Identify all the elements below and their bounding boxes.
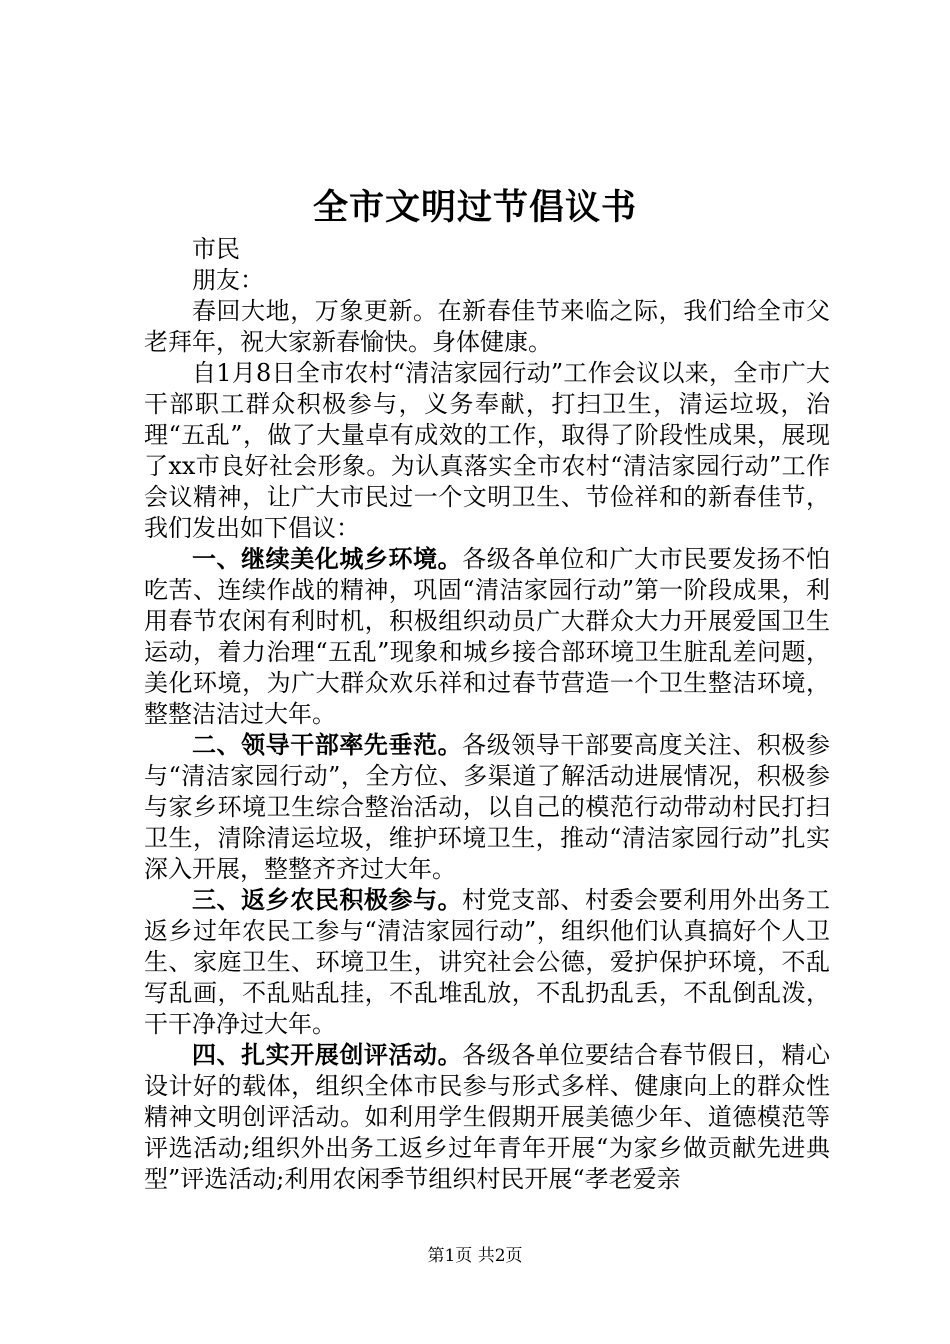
document-body <box>144 234 830 1195</box>
document-title: 全市文明过节倡议书 <box>312 187 637 228</box>
proposal-item-2 <box>144 730 830 885</box>
proposal-text-3: 村党支部、村委会要利用外出务工返乡过年农民工参与“清洁家园行动”，组织他们认真搞好个人卫生、家庭卫生、环境卫生，讲究社会公德，爱护保护环境，不乱写乱画，不乱贴乱挂，不乱堆乱放，不乱扔乱丢，不乱倒乱泼，干干净净过大年。 <box>144 886 831 1038</box>
proposal-item-4 <box>144 1040 830 1195</box>
proposal-heading-3: 三、返乡农民积极参与。 <box>192 886 463 914</box>
proposal-item-1 <box>144 544 830 730</box>
page-footer: 第1页 共2页 <box>427 1246 523 1266</box>
proposal-text-4: 各级各单位要结合春节假日，精心设计好的载体，组织全体市民参与形式多样、健康向上的群众性精神文明创评活动。如利用学生假期开展美德少年、道德模范等评选活动;组织外出务工返乡过年青年开展“为家乡做贡献先进典型”评选活动;利用农闲季节组织村民开展“孝老爱亲 <box>144 1041 831 1193</box>
proposal-heading-4: 四、扎实开展创评活动。 <box>192 1041 463 1069</box>
proposal-heading-2: 二、领导干部率先垂范。 <box>192 731 463 759</box>
proposal-text-1: 各级各单位和广大市民要发扬不怕吃苦、连续作战的精神，巩固“清洁家园行动”第一阶段成果，利用春节农闲有利时机，积极组织动员广大群众大力开展爱国卫生运动，着力治理“五乱”现象和城乡接合部环境卫生脏乱差问题，美化环境，为广大群众欢乐祥和过春节营造一个卫生整洁环境，整整洁洁过大年。 <box>144 545 831 728</box>
proposal-text-2: 各级领导干部要高度关注、积极参与“清洁家园行动”，全方位、多渠道了解活动进展情况，积极参与家乡环境卫生综合整治活动，以自己的模范行动带动村民打扫卫生，清除清运垃圾，维护环境卫生，推动“清洁家园行动”扎实深入开展，整整齐齐过大年。 <box>144 731 831 883</box>
proposal-item-3 <box>144 885 830 1040</box>
paragraph-greeting: 春回大地，万象更新。在新春佳节来临之际，我们给全市父老拜年，祝大家新春愉快。身体健康。 <box>144 297 830 356</box>
salutation-line-2: 朋友： <box>192 266 264 294</box>
salutation-line-1: 市民 <box>192 235 240 263</box>
paragraph-background: 自1月8日全市农村“清洁家园行动”工作会议以来，全市广大干部职工群众积极参与，义务奉献，打扫卫生，清运垃圾，治理“五乱”，做了大量卓有成效的工作，取得了阶段性成果，展现了xx市良好社会形象。为认真落实全市农村“清洁家园行动”工作会议精神，让广大市民过一个文明卫生、节俭祥和的新春佳节，我们发出如下倡议： <box>144 359 830 542</box>
proposal-heading-1: 一、继续美化城乡环境。 <box>192 545 463 573</box>
